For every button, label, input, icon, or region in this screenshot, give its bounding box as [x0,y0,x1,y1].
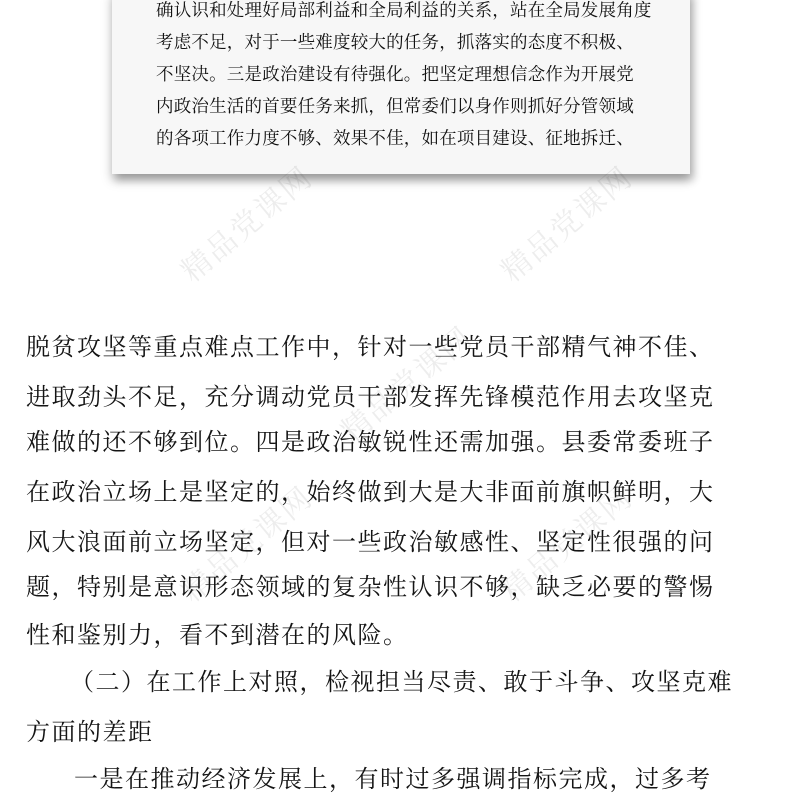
section-heading-line: 方面的差距 [26,718,154,746]
paragraph-line: 在政治立场上是坚定的，始终做到大是大非面前旗帜鲜明，大 [26,478,715,506]
watermark: 精品党课网 [494,479,640,610]
excerpt-line: 内政治生活的首要任务来抓，但常委们以身作则抓好分管领域 [156,97,634,117]
paragraph-line: 一是在推动经济发展上，有时过多强调指标完成，过多考 [74,765,712,793]
section-heading-line: （二）在工作上对照，检视担当尽责、敢于斗争、攻坚克难 [70,668,733,696]
excerpt-line: 的各项工作力度不够、效果不佳，如在项目建设、征地拆迁、 [156,129,634,149]
watermark: 精品党课网 [174,159,320,290]
excerpt-line: 考虑不足，对于一些难度较大的任务，抓落实的态度不积极、 [156,33,634,53]
excerpt-line: 不坚决。三是政治建设有待强化。把坚定理想信念作为开展党 [156,65,634,85]
paragraph-line: 脱贫攻坚等重点难点工作中，针对一些党员干部精气神不佳、 [26,333,715,361]
watermark: 精品党课网 [174,479,320,610]
paragraph-line: 进取劲头不足，充分调动党员干部发挥先锋模范作用去攻坚克 [26,383,715,411]
paragraph-line: 题，特别是意识形态领域的复杂性认识不够，缺乏必要的警惕 [26,573,715,601]
watermark: 精品党课网 [334,319,480,450]
watermark: 精品党课网 [494,159,640,290]
paragraph-line: 风大浪面前立场坚定，但对一些政治敏感性、坚定性很强的问 [26,528,715,556]
excerpt-line: 确认识和处理好局部利益和全局利益的关系，站在全局发展角度 [156,1,652,21]
paragraph-line: 性和鉴别力，看不到潜在的风险。 [26,621,409,649]
paragraph-line: 难做的还不够到位。四是政治敏锐性还需加强。县委常委班子 [26,428,715,456]
